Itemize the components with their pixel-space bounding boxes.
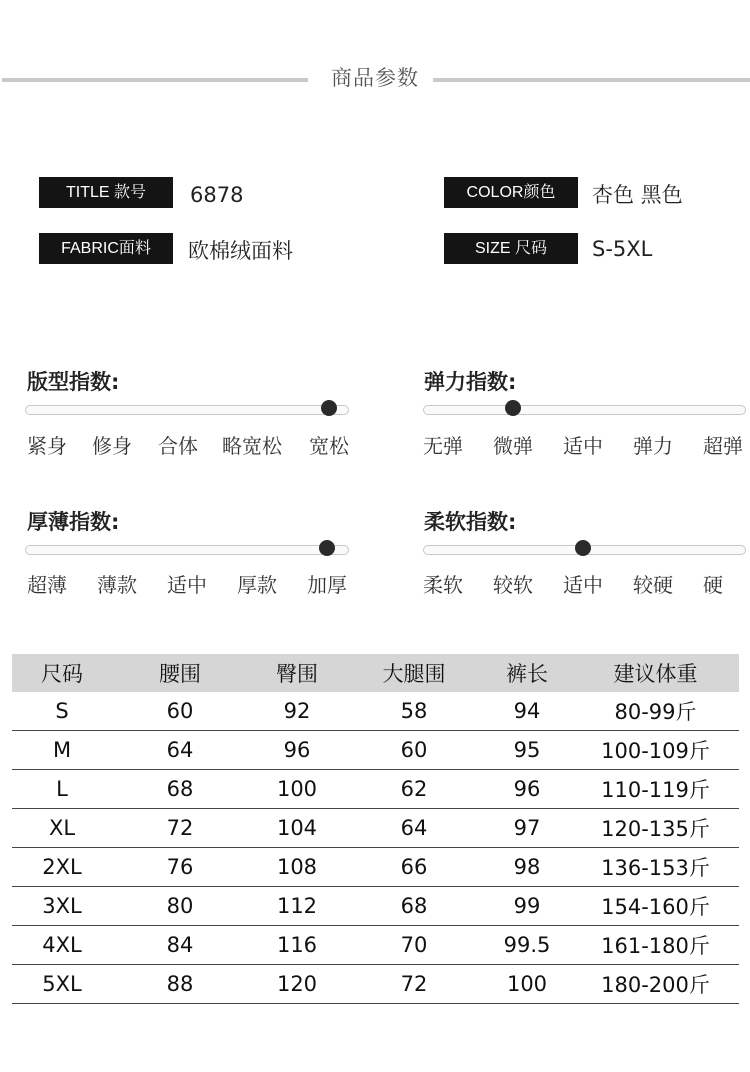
table-cell: 94 — [482, 692, 572, 731]
thickness-label-2: 薄款 — [97, 573, 137, 597]
elastic-label-3: 适中 — [563, 434, 603, 458]
table-cell: 62 — [346, 770, 482, 809]
table-cell: 112 — [248, 887, 346, 926]
fit-label-4: 略宽松 — [222, 434, 282, 458]
table-row — [12, 692, 739, 731]
elastic-label-1: 无弹 — [423, 434, 463, 458]
thickness-label-1: 超薄 — [27, 573, 67, 597]
color-value: 杏色 黑色 — [592, 183, 683, 207]
table-cell: 136-153斤 — [572, 848, 739, 887]
table-cell: 104 — [248, 809, 346, 848]
header-waist: 腰围 — [112, 654, 248, 692]
table-cell: 95 — [482, 731, 572, 770]
header-line-left — [2, 78, 308, 82]
header-line-right — [433, 78, 750, 82]
table-row — [12, 926, 739, 965]
thickness-index-title: 厚薄指数: — [27, 510, 120, 534]
table-cell: 68 — [346, 887, 482, 926]
table-cell: L — [12, 770, 112, 809]
table-cell: 110-119斤 — [572, 770, 739, 809]
table-row — [12, 770, 739, 809]
softness-label-3: 适中 — [563, 573, 603, 597]
table-cell: 64 — [112, 731, 248, 770]
table-cell: 80-99斤 — [572, 692, 739, 731]
table-cell: 100 — [248, 770, 346, 809]
elastic-label-5: 超弹 — [703, 434, 743, 458]
elastic-label-4: 弹力 — [633, 434, 673, 458]
fit-label-2: 修身 — [92, 434, 132, 458]
table-cell: 96 — [248, 731, 346, 770]
table-cell: 100-109斤 — [572, 731, 739, 770]
table-row — [12, 809, 739, 848]
table-cell: 5XL — [12, 965, 112, 1004]
fit-index-marker — [321, 400, 337, 416]
header-hip: 臀围 — [248, 654, 346, 692]
softness-index-marker — [575, 540, 591, 556]
thickness-label-4: 厚款 — [237, 573, 277, 597]
table-cell: 88 — [112, 965, 248, 1004]
fit-index-title: 版型指数: — [27, 370, 120, 394]
table-cell: 72 — [346, 965, 482, 1004]
table-cell: 154-160斤 — [572, 887, 739, 926]
fabric-label: FABRIC面料 — [39, 233, 173, 264]
fit-label-1: 紧身 — [27, 434, 67, 458]
table-cell: 4XL — [12, 926, 112, 965]
table-cell: 120 — [248, 965, 346, 1004]
fit-label-3: 合体 — [158, 434, 198, 458]
section-title: 商品参数 — [331, 66, 419, 90]
table-cell: 3XL — [12, 887, 112, 926]
table-row — [12, 848, 739, 887]
table-cell: 66 — [346, 848, 482, 887]
table-cell: 180-200斤 — [572, 965, 739, 1004]
table-cell: 120-135斤 — [572, 809, 739, 848]
table-cell: 60 — [346, 731, 482, 770]
table-cell: 68 — [112, 770, 248, 809]
table-cell: 99.5 — [482, 926, 572, 965]
elastic-index-title: 弹力指数: — [424, 370, 517, 394]
table-cell: 70 — [346, 926, 482, 965]
header-size: 尺码 — [12, 654, 112, 692]
table-row — [12, 965, 739, 1004]
softness-label-2: 较软 — [493, 573, 533, 597]
table-cell: 80 — [112, 887, 248, 926]
table-cell: 92 — [248, 692, 346, 731]
table-cell: 2XL — [12, 848, 112, 887]
table-cell: 97 — [482, 809, 572, 848]
table-cell: 98 — [482, 848, 572, 887]
size-label: SIZE 尺码 — [444, 233, 578, 264]
header-weight: 建议体重 — [572, 654, 739, 692]
table-cell: 96 — [482, 770, 572, 809]
table-header-row — [12, 654, 739, 692]
table-cell: 84 — [112, 926, 248, 965]
title-value: 6878 — [190, 183, 244, 207]
table-cell: 64 — [346, 809, 482, 848]
thickness-label-5: 加厚 — [307, 573, 347, 597]
softness-label-1: 柔软 — [423, 573, 463, 597]
table-cell: M — [12, 731, 112, 770]
table-cell: 72 — [112, 809, 248, 848]
table-cell: S — [12, 692, 112, 731]
table-cell: 99 — [482, 887, 572, 926]
softness-label-5: 硬 — [703, 573, 723, 597]
table-cell: 100 — [482, 965, 572, 1004]
table-row — [12, 887, 739, 926]
color-label: COLOR颜色 — [444, 177, 578, 208]
elastic-label-2: 微弹 — [493, 434, 533, 458]
table-cell: 58 — [346, 692, 482, 731]
size-value: S-5XL — [592, 237, 653, 261]
elastic-index-marker — [505, 400, 521, 416]
elastic-index-track — [423, 405, 746, 415]
table-cell: XL — [12, 809, 112, 848]
fabric-value: 欧棉绒面料 — [188, 239, 293, 263]
title-label: TITLE 款号 — [39, 177, 173, 208]
size-table — [12, 654, 739, 1004]
table-cell: 116 — [248, 926, 346, 965]
table-cell: 60 — [112, 692, 248, 731]
softness-index-title: 柔软指数: — [424, 510, 517, 534]
thickness-index-marker — [319, 540, 335, 556]
thickness-index-track — [25, 545, 349, 555]
table-cell: 161-180斤 — [572, 926, 739, 965]
table-row — [12, 731, 739, 770]
softness-label-4: 较硬 — [633, 573, 673, 597]
header-thigh: 大腿围 — [346, 654, 482, 692]
header-length: 裤长 — [482, 654, 572, 692]
table-cell: 108 — [248, 848, 346, 887]
thickness-label-3: 适中 — [167, 573, 207, 597]
table-cell: 76 — [112, 848, 248, 887]
fit-label-5: 宽松 — [309, 434, 349, 458]
fit-index-track — [25, 405, 349, 415]
